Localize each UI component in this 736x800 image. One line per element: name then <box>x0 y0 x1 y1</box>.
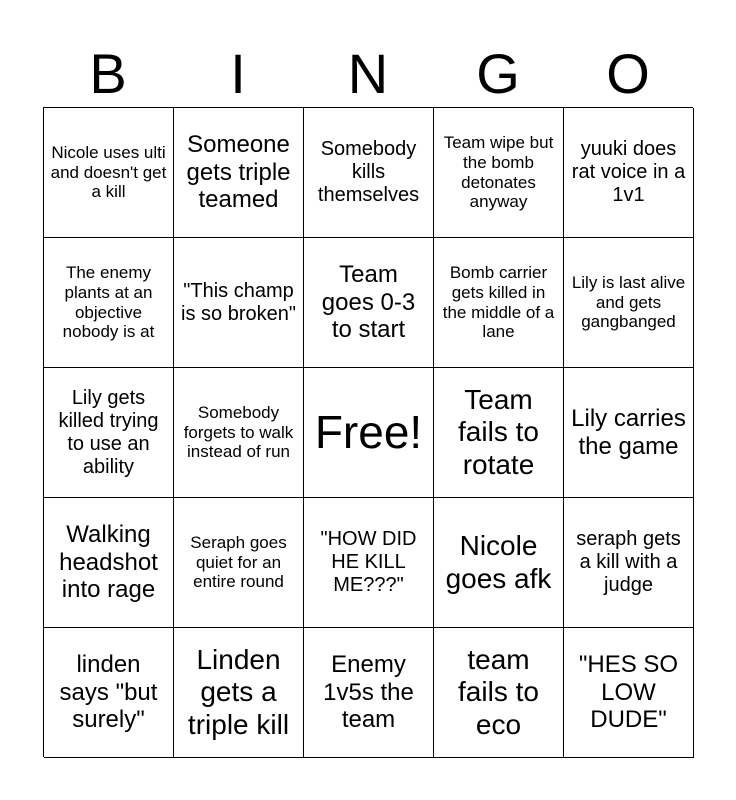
bingo-cell[interactable]: Bomb carrier gets killed in the middle of a lane <box>434 238 564 368</box>
bingo-cell[interactable]: Lily gets killed trying to use an ability <box>44 368 174 498</box>
bingo-cell[interactable]: Enemy 1v5s the team <box>304 628 434 758</box>
bingo-cell[interactable]: Somebody forgets to walk instead of run <box>174 368 304 498</box>
bingo-cell[interactable]: Nicole uses ulti and doesn't get a kill <box>44 108 174 238</box>
header-letter-n: N <box>347 42 389 105</box>
bingo-cell[interactable]: yuuki does rat voice in a 1v1 <box>564 108 694 238</box>
bingo-cell[interactable]: Linden gets a triple kill <box>174 628 304 758</box>
bingo-header <box>43 40 693 108</box>
header-letter-g: G <box>476 42 520 105</box>
bingo-cell[interactable]: Team goes 0-3 to start <box>304 238 434 368</box>
bingo-cell[interactable]: "HES SO LOW DUDE" <box>564 628 694 758</box>
header-letter-o: O <box>606 42 650 105</box>
bingo-cell[interactable]: "This champ is so broken" <box>174 238 304 368</box>
bingo-cell[interactable]: team fails to eco <box>434 628 564 758</box>
bingo-cell[interactable]: Someone gets triple teamed <box>174 108 304 238</box>
bingo-cell[interactable]: Lily carries the game <box>564 368 694 498</box>
bingo-cell[interactable]: linden says "but surely" <box>44 628 174 758</box>
bingo-cell[interactable]: Seraph goes quiet for an entire round <box>174 498 304 628</box>
bingo-cell[interactable]: Nicole goes afk <box>434 498 564 628</box>
bingo-cell[interactable]: Walking headshot into rage <box>44 498 174 628</box>
bingo-cell[interactable]: Team wipe but the bomb detonates anyway <box>434 108 564 238</box>
bingo-cell[interactable]: Somebody kills themselves <box>304 108 434 238</box>
bingo-board <box>43 107 693 757</box>
bingo-cell[interactable]: "HOW DID HE KILL ME???" <box>304 498 434 628</box>
bingo-cell[interactable]: Lily is last alive and gets gangbanged <box>564 238 694 368</box>
free-space-cell[interactable]: Free! <box>304 368 434 498</box>
header-letter-b: B <box>89 42 127 105</box>
header-letter-i: I <box>230 42 246 105</box>
bingo-cell[interactable]: seraph gets a kill with a judge <box>564 498 694 628</box>
bingo-cell[interactable]: Team fails to rotate <box>434 368 564 498</box>
bingo-cell[interactable]: The enemy plants at an objective nobody is at <box>44 238 174 368</box>
